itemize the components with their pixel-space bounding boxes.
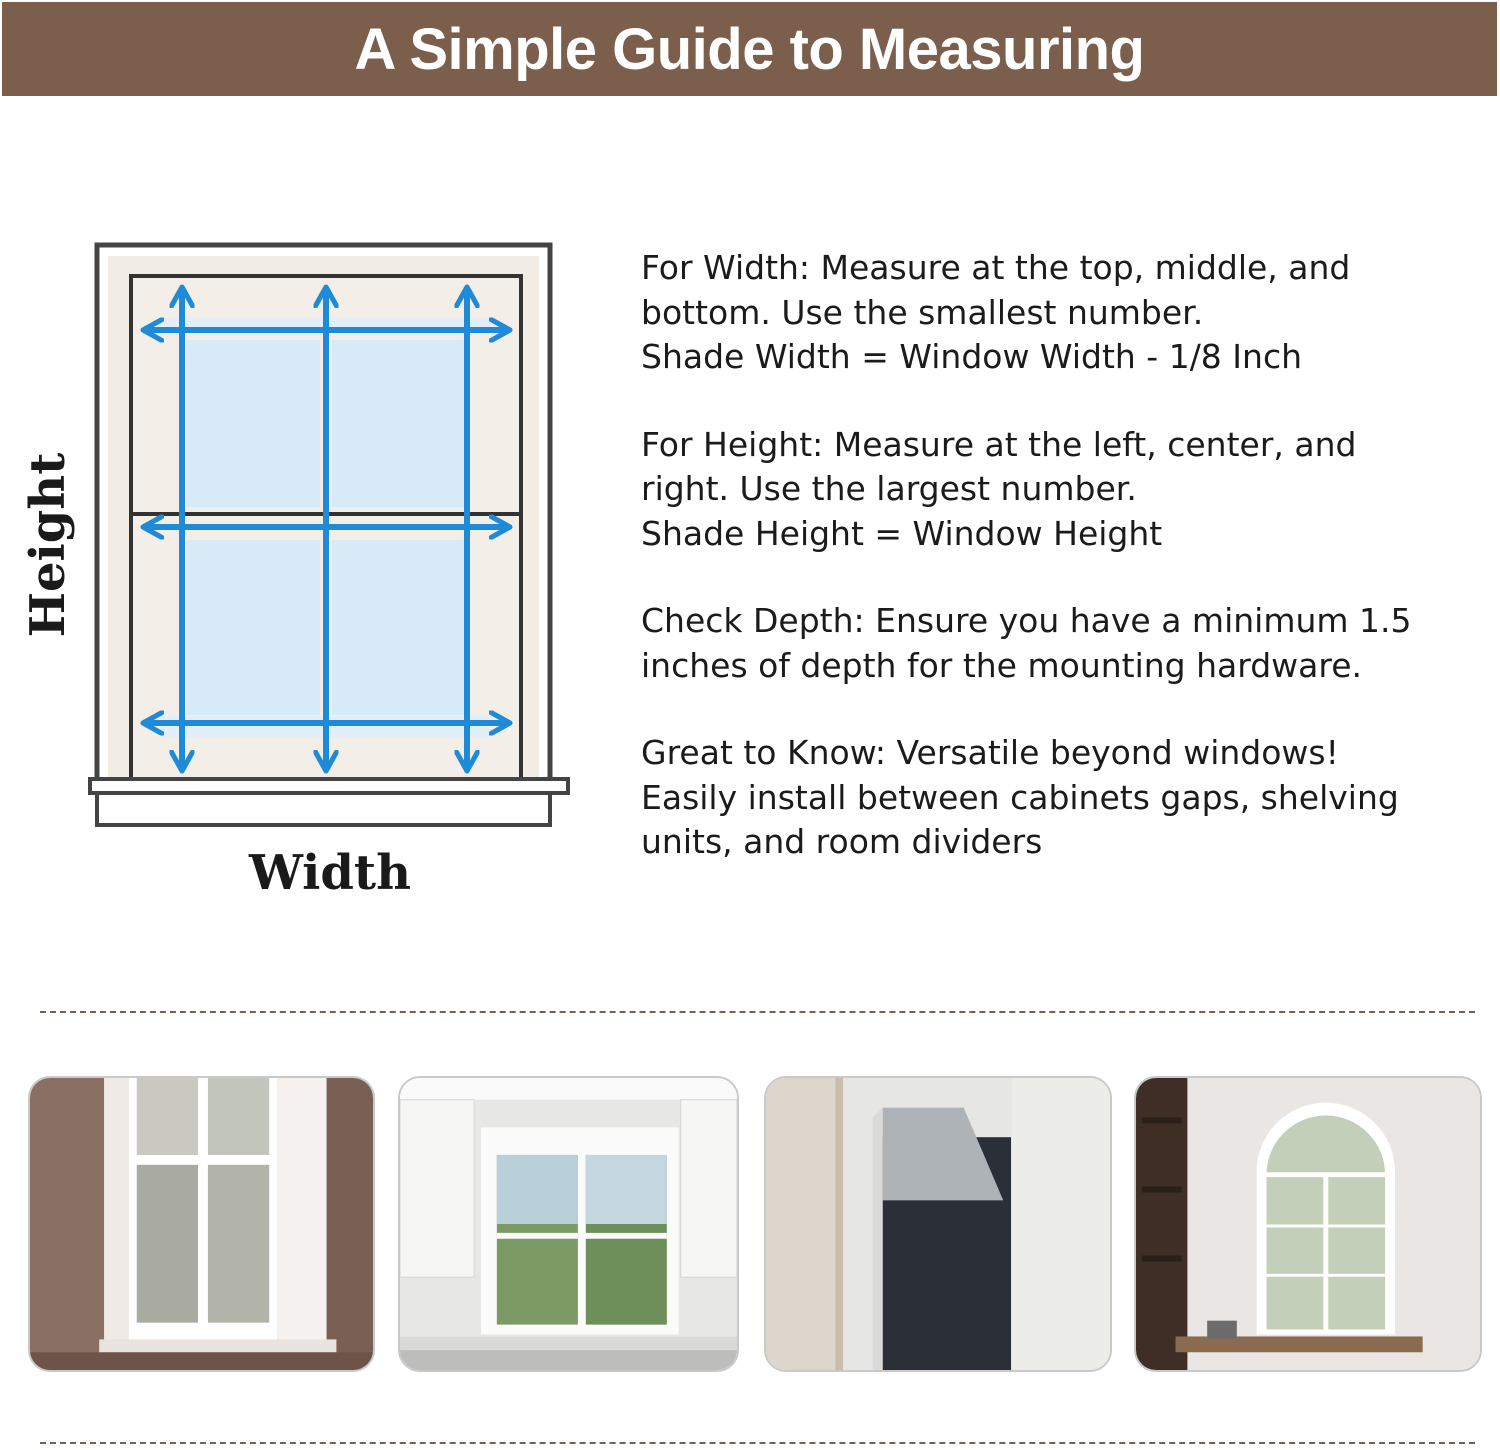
window-sill bbox=[90, 779, 568, 793]
instruction-line: inches of depth for the mounting hardware. bbox=[641, 645, 1363, 685]
width-instructions bbox=[641, 246, 1481, 380]
glass-pane bbox=[187, 540, 320, 715]
glass-pane bbox=[187, 340, 320, 507]
instruction-line: right. Use the largest number. bbox=[641, 469, 1137, 508]
window-measuring-diagram bbox=[20, 225, 590, 915]
window-apron bbox=[97, 793, 550, 825]
measuring-instructions bbox=[641, 246, 1481, 908]
photo-wall-recess bbox=[764, 1076, 1112, 1372]
height-instructions bbox=[641, 423, 1481, 557]
glass-pane bbox=[332, 340, 465, 507]
photo-kitchen-window bbox=[398, 1076, 739, 1372]
instruction-line: Easily install between cabinets gaps, shelving bbox=[641, 777, 1399, 817]
great-to-know bbox=[641, 731, 1481, 865]
instruction-line: bottom. Use the smallest number. bbox=[641, 292, 1204, 332]
glass-pane bbox=[332, 540, 465, 715]
width-label: Width bbox=[249, 845, 411, 901]
example-photos bbox=[0, 1076, 1500, 1376]
photo-arched-window bbox=[1134, 1076, 1482, 1372]
depth-instructions bbox=[641, 599, 1481, 688]
header-banner bbox=[2, 2, 1497, 96]
instruction-line: units, and room dividers bbox=[641, 822, 1043, 861]
instruction-line: Shade Height = Window Height bbox=[641, 513, 1163, 553]
dashed-divider-bottom bbox=[40, 1442, 1475, 1444]
instruction-line: Great to Know: Versatile beyond windows! bbox=[641, 733, 1339, 772]
dashed-divider bbox=[40, 1011, 1475, 1013]
instruction-line: Check Depth: Ensure you have a minimum 1.5 bbox=[641, 601, 1412, 640]
height-label: Height bbox=[20, 452, 76, 638]
instruction-line: For Height: Measure at the left, center, and bbox=[641, 424, 1357, 464]
instruction-line: For Width: Measure at the top, middle, and bbox=[641, 248, 1351, 287]
page-title: A Simple Guide to Measuring bbox=[354, 16, 1145, 82]
instruction-line: Shade Width = Window Width - 1/8 Inch bbox=[641, 337, 1302, 376]
photo-casement-window bbox=[28, 1076, 375, 1372]
